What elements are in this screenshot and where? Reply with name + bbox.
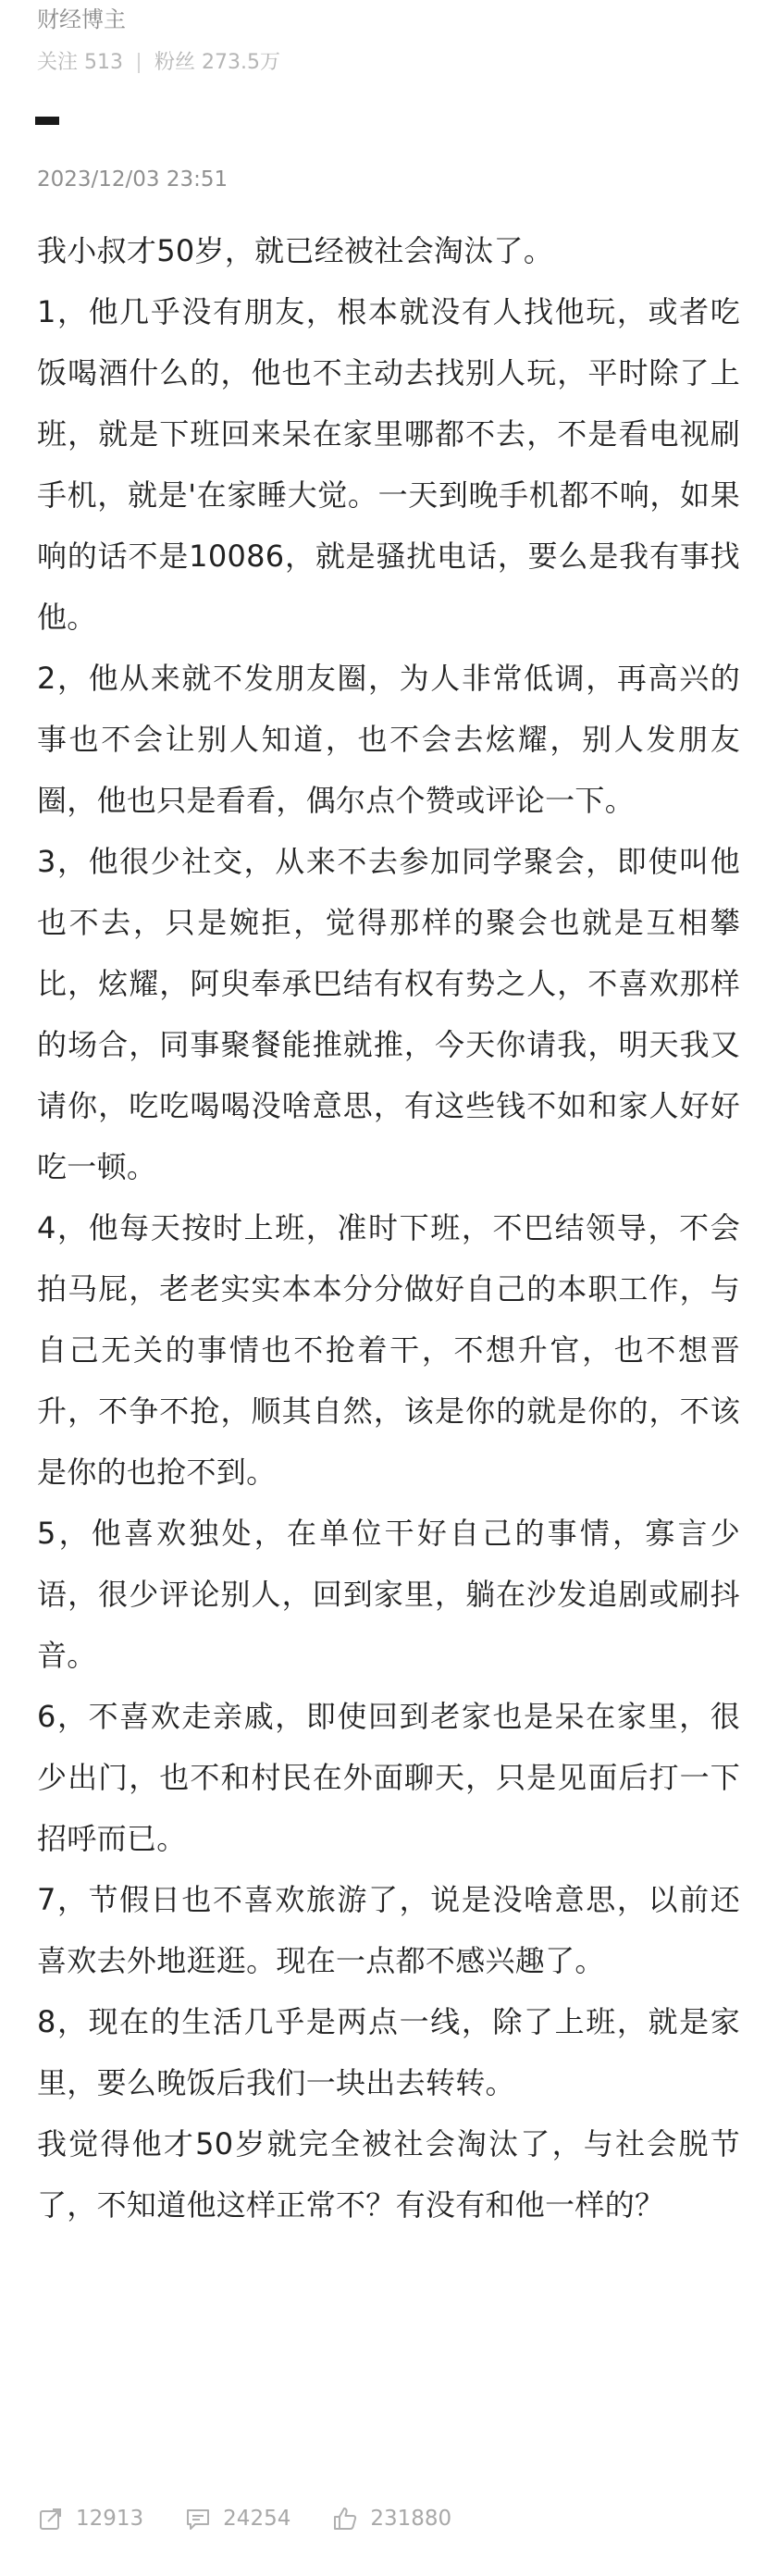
post-paragraph: 6，不喜欢走亲戚，即使回到老家也是呆在家里，很少出门，也不和村民在外面聊天，只是见面后打一下招呼而已。 (37, 1699, 740, 1856)
post-paragraph: 3，他很少社交，从来不去参加同学聚会，即使叫他也不去，只是婉拒，觉得那样的聚会也就是互相攀比，炫耀，阿臾奉承巴结有权有势之人，不喜欢那样的场合，同事聚餐能推就推，今天你请我，明天我又请你，吃吃喝喝没啥意思，有这些钱不如和家人好好吃一顿。 (37, 844, 740, 1184)
share-button[interactable] (37, 2505, 143, 2533)
post-paragraph: 8，现在的生活几乎是两点一线，除了上班，就是家里，要么晚饭后我们一块出去转转。 (37, 2004, 740, 2100)
thumbs-up-icon (331, 2505, 359, 2533)
post-paragraph: 1，他几乎没有朋友，根本就没有人找他玩，或者吃饭喝酒什么的，他也不主动去找别人玩，平时除了上班，就是下班回来呆在家里哪都不去，不是看电视刷手机，就是'在家睡大觉。一天到晚手机都不响，如果响的话不是10086，就是骚扰电话，要么是我有事找他。 (37, 294, 740, 635)
author-stats (37, 48, 280, 78)
follow-count[interactable]: 关注 513 (37, 51, 123, 74)
title-marker (35, 117, 59, 125)
post-paragraph: 我觉得他才50岁就完全被社会淘汰了，与社会脱节了，不知道他这样正常不？有没有和他一样的？ (37, 2126, 740, 2223)
comment-icon (184, 2505, 212, 2533)
like-button[interactable] (331, 2505, 451, 2533)
post-paragraph: 我小叔才50岁，就已经被社会淘汰了。 (37, 233, 554, 268)
author-name[interactable]: 财经博主 (37, 6, 126, 32)
stats-divider (138, 53, 140, 73)
fans-count[interactable]: 粉丝 273.5万 (154, 51, 280, 74)
post-body (37, 220, 740, 2235)
share-icon (37, 2505, 65, 2533)
post-date: 2023/12/03 23:51 (37, 167, 229, 192)
post-paragraph: 4，他每天按时上班，准时下班，不巴结领导，不会拍马屁，老老实实本本分分做好自己的本职工作，与自己无关的事情也不抢着干，不想升官，也不想晋升，不争不抢，顺其自然，该是你的就是你的，不该是你的也抢不到。 (37, 1210, 740, 1490)
post-paragraph: 2，他从来就不发朋友圈，为人非常低调，再高兴的事也不会让别人知道，也不会去炫耀，别人发朋友圈，他也只是看看，偶尔点个赞或评论一下。 (37, 661, 740, 818)
post-paragraph: 7，节假日也不喜欢旅游了，说是没啥意思，以前还喜欢去外地逛逛。现在一点都不感兴趣了。 (37, 1882, 740, 1978)
comment-count: 24254 (223, 2507, 291, 2531)
comment-button[interactable] (184, 2505, 290, 2533)
post-paragraph: 5，他喜欢独处，在单位干好自己的事情，寡言少语，很少评论别人，回到家里，躺在沙发追剧或刷抖音。 (37, 1516, 740, 1673)
share-count: 12913 (76, 2507, 144, 2531)
like-count: 231880 (370, 2507, 452, 2531)
action-bar (37, 2498, 492, 2539)
